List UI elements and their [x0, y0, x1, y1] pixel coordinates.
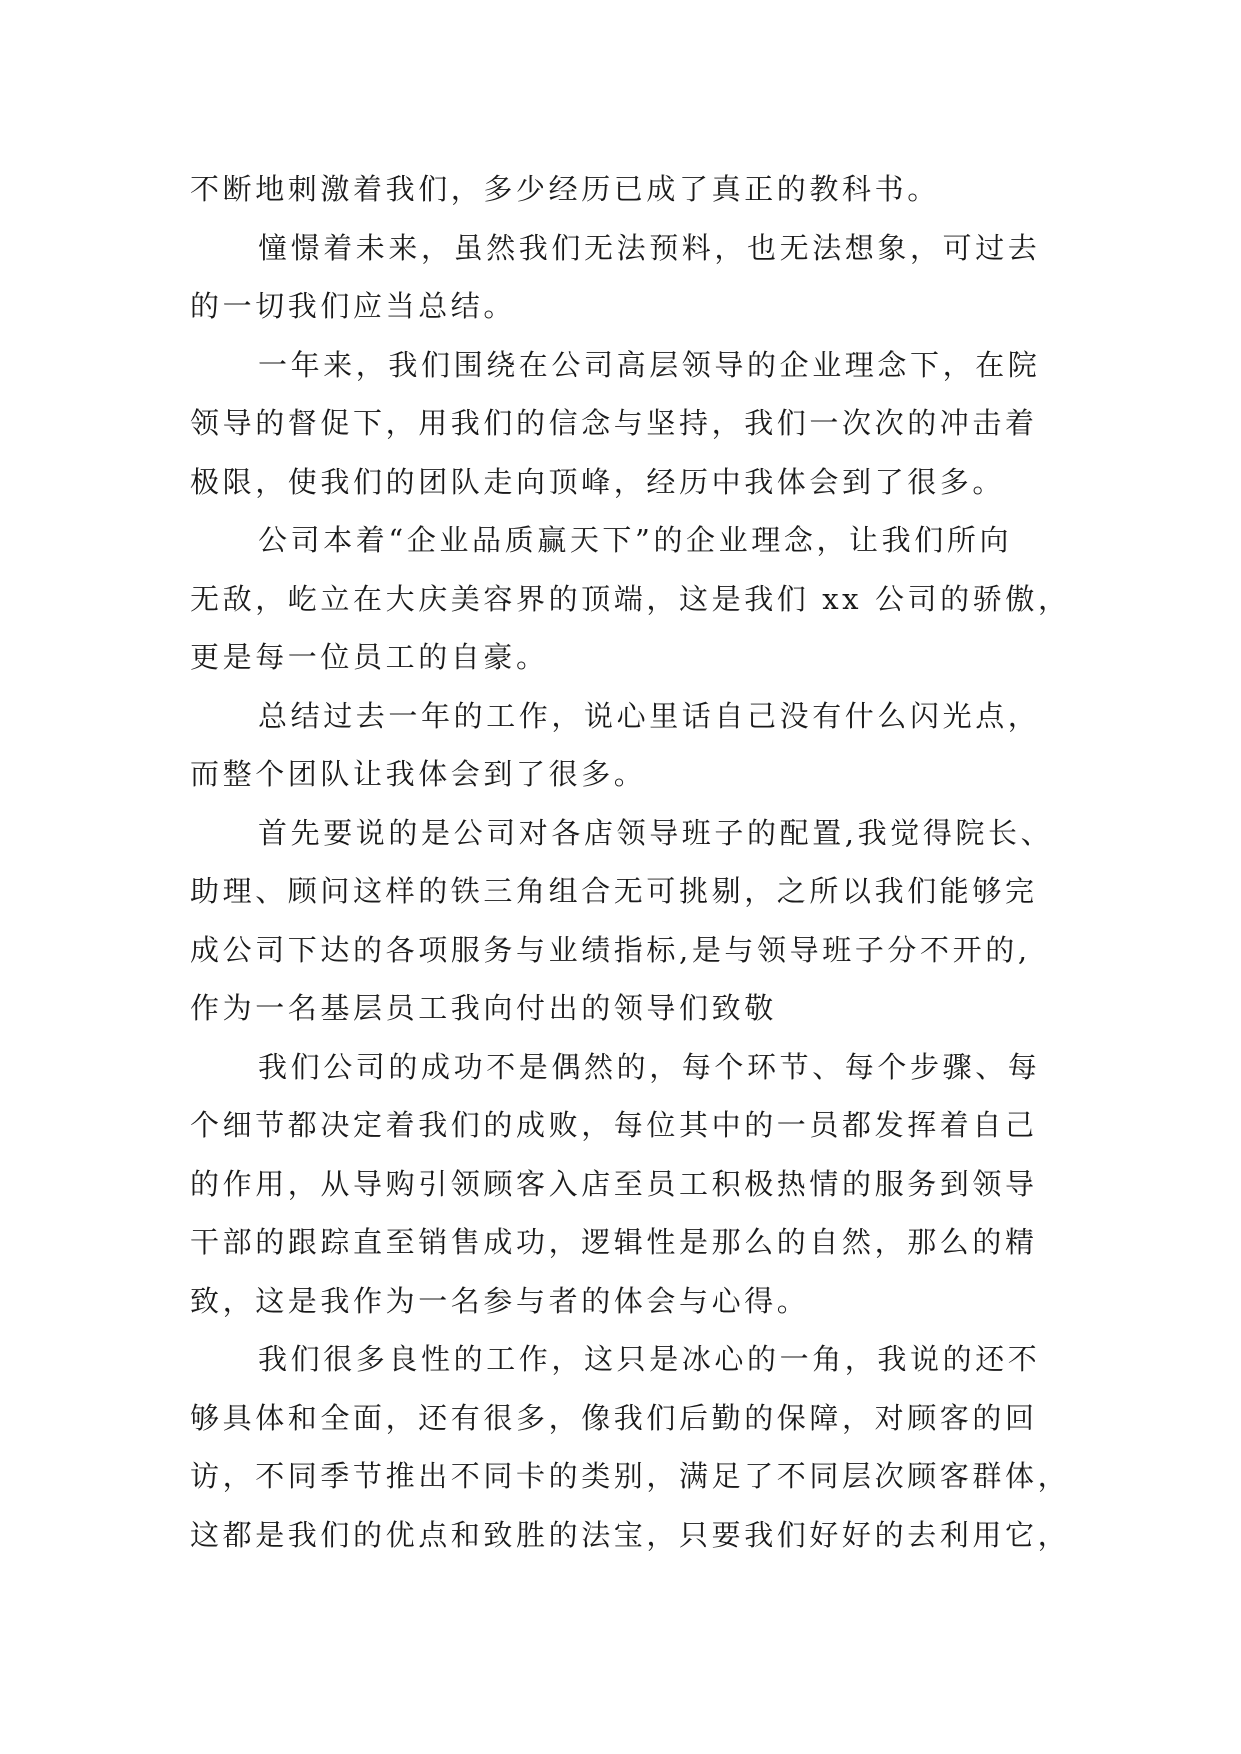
text-line: 的一切我们应当总结。 [190, 289, 517, 323]
text-line: 领导的督促下，用我们的信念与坚持，我们一次次的冲击着 [190, 406, 1038, 440]
text-line: 而整个团队让我体会到了很多。 [190, 757, 647, 791]
text-line: 一年来，我们围绕在公司高层领导的企业理念下，在院 [258, 347, 1041, 382]
document-body [190, 160, 1071, 1564]
text-line: 首先要说的是公司对各店领导班子的配置,我觉得院长、 [258, 815, 1054, 850]
text-line: 这都是我们的优点和致胜的法宝，只要我们好好的去利用它， [190, 1517, 1071, 1552]
text-line: 访，不同季节推出不同卡的类别，满足了不同层次顾客群体， [190, 1459, 1071, 1493]
text-line: 极限，使我们的团队走向顶峰，经历中我体会到了很多。 [190, 464, 1006, 499]
text-line: 致，这是我作为一名参与者的体会与心得。 [190, 1283, 810, 1318]
text-line: 个细节都决定着我们的成败，每位其中的一员都发挥着自己 [190, 1108, 1038, 1142]
paragraph [190, 160, 1050, 219]
text-line: 够具体和全面，还有很多，像我们后勤的保障，对顾客的回 [190, 1400, 1038, 1435]
text-line: 我们公司的成功不是偶然的，每个环节、每个步骤、每 [258, 1049, 1041, 1084]
text-line: 无敌，屹立在大庆美容界的顶端，这是我们 xx 公司的骄傲， [190, 581, 1071, 616]
text-line: 不断地刺激着我们，多少经历已成了真正的教科书。 [190, 172, 940, 206]
paragraph [190, 511, 1071, 687]
text-line: 公司本着“企业品质赢天下”的企业理念，让我们所向 [258, 523, 1013, 557]
text-line: 的作用，从导购引领顾客入店至员工积极热情的服务到领导 [190, 1166, 1038, 1201]
paragraph [190, 336, 1050, 512]
text-line: 干部的跟踪直至销售成功，逻辑性是那么的自然，那么的精 [190, 1225, 1038, 1259]
paragraph [190, 219, 1050, 336]
text-line: 作为一名基层员工我向付出的领导们致敬 [190, 991, 777, 1025]
text-line: 更是每一位员工的自豪。 [190, 640, 549, 674]
paragraph [190, 804, 1054, 1038]
text-line: 憧憬着未来，虽然我们无法预料，也无法想象，可过去 [258, 230, 1041, 265]
text-line: 成公司下达的各项服务与业绩指标,是与领导班子分不开的, [190, 932, 1031, 967]
text-line: 我们很多良性的工作，这只是冰心的一角，我说的还不 [258, 1342, 1041, 1376]
paragraph [190, 1038, 1050, 1331]
paragraph [190, 1330, 1071, 1564]
text-line: 助理、顾问这样的铁三角组合无可挑剔，之所以我们能够完 [190, 874, 1038, 908]
paragraph [190, 687, 1050, 804]
text-line: 总结过去一年的工作，说心里话自己没有什么闪光点， [258, 698, 1041, 733]
